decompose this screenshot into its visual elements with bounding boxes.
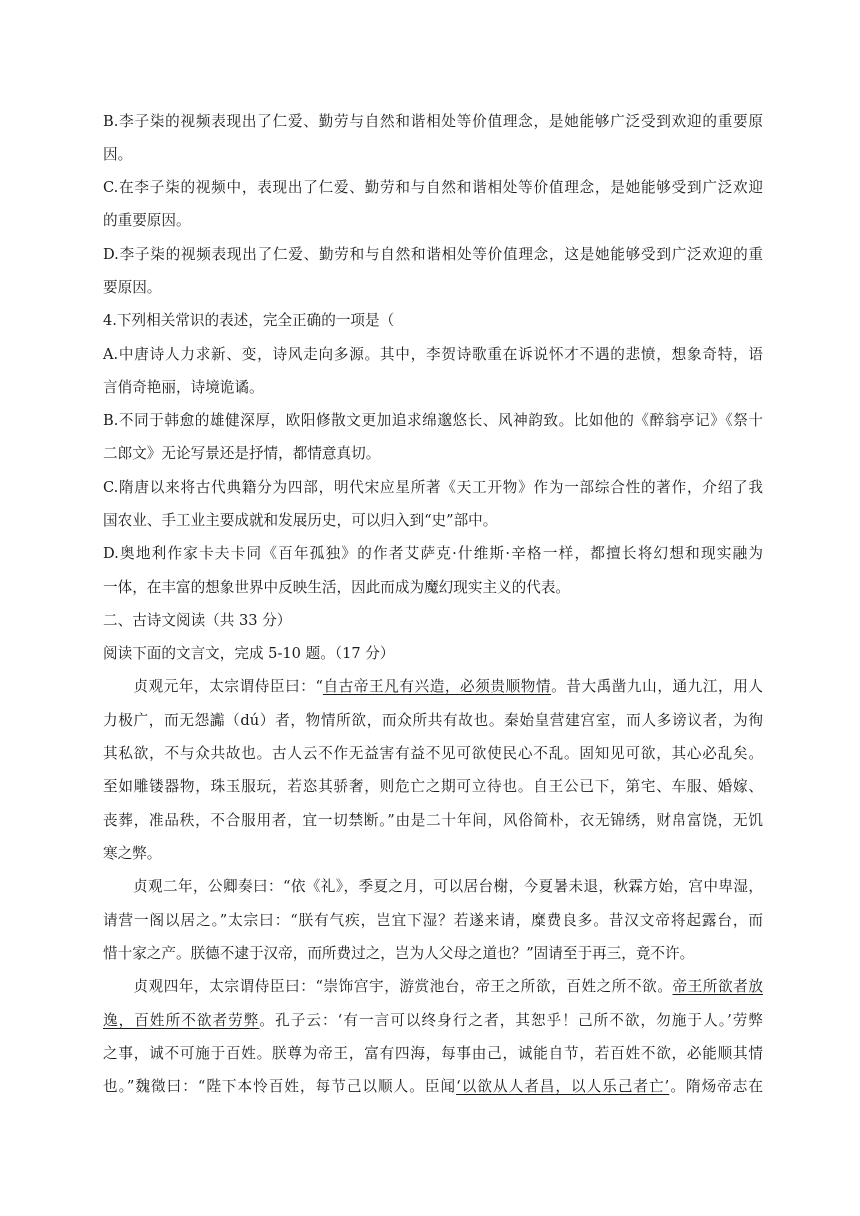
option-d-line2: 要原因。 <box>103 279 162 296</box>
q4-option-b-line2: 二郎文》无论写景还是抒情，都情意真切。 <box>103 445 381 462</box>
passage-p1-line5: 丧葬，准品秩，不合服用者，宜一切禁断。”由是二十年间，风俗简朴，衣无锦绣，财帛富饶，无饥 <box>103 812 763 829</box>
option-d-line1: D.李子柒的视频表现出了仁爱、勤劳和与自然和谐相处等价值理念，这是她能够受到广泛欢迎的重 <box>103 246 763 263</box>
option-c-line1: C.在李子柒的视频中，表现出了仁爱、勤劳和与自然和谐相处等价值理念，是她能够受到广泛欢迎 <box>103 179 763 196</box>
option-b-line1: B.李子柒的视频表现出了仁爱、勤劳与自然和谐相处等价值理念，是她能够广泛受到欢迎的重要原 <box>103 113 763 130</box>
passage-p3-line4 <box>103 1077 763 1097</box>
passage-p3-line3: 之事，诚不可施于百姓。朕尊为帝王，富有四海，每事由己，诚能自节，若百姓不欲，必能顺其情 <box>103 1045 763 1062</box>
passage-text: 贞观元年，太宗谓侍臣曰：“ <box>103 678 323 695</box>
section-heading: 二、古诗文阅读（共 33 分） <box>103 612 292 629</box>
underlined-sentence-2b: 逸，百姓所不欲者劳弊 <box>103 1012 260 1029</box>
q4-option-c-line2: 国农业、手工业主要成就和发展历史，可以归入到“史”部中。 <box>103 512 498 529</box>
q4-option-b-line1: B.不同于韩愈的雄健深厚，欧阳修散文更加追求绵邈悠长、风神韵致。比如他的《醉翁亭记》《祭十 <box>103 412 763 429</box>
passage-text: 贞观四年，太宗谓侍臣曰：“崇饰宫宇，游赏池台，帝王之所欲，百姓之所不欲。 <box>103 978 673 995</box>
passage-p1-line4: 至如雕镂器物，珠玉服玩，若恣其骄奢，则危亡之期可立待也。自王公已下，第宅、车服、婚嫁、 <box>103 778 763 795</box>
passage-text: 。隋炀帝志在 <box>669 1078 763 1095</box>
passage-p2-line2: 请营一阁以居之。”太宗曰：“朕有气疾，岂宜下湿？若遂来请，糜费良多。昔汉文帝将起露台，而 <box>103 912 763 929</box>
passage-p1-line1 <box>103 677 763 697</box>
passage-text: 。昔大禹凿九山，通九江，用人 <box>551 678 763 695</box>
q4-option-d-line1: D.奥地利作家卡夫卡同《百年孤独》的作者艾萨克·什维斯·辛格一样，都擅长将幻想和现实融为 <box>103 545 763 562</box>
q4-option-a-line1: A.中唐诗人力求新、变，诗风走向多源。其中，李贺诗歌重在诉说怀才不遇的悲愤，想象奇特，语 <box>103 346 763 363</box>
underlined-sentence-3: ‘以欲从人者昌，以人乐己者亡’ <box>456 1078 670 1095</box>
q4-option-a-line2: 言俏奇艳丽，诗境诡谲。 <box>103 379 264 396</box>
passage-p1-line6: 寒之弊。 <box>103 845 162 862</box>
underlined-sentence-2a: 帝王所欲者放 <box>672 978 763 995</box>
question-4-stem: 4.下列相关常识的表述，完全正确的一项是（ <box>103 312 395 329</box>
option-c-line2: 的重要原因。 <box>103 212 191 229</box>
passage-p3-line1 <box>103 977 763 997</box>
underlined-sentence-1: 自古帝王凡有兴造，必须贵顺物情 <box>322 678 552 695</box>
passage-text: 也。”魏徵曰：“陛下本怜百姓，每节己以顺人。臣闻 <box>103 1078 457 1095</box>
q4-option-c-line1: C.隋唐以来将古代典籍分为四部，明代宋应星所著《天工开物》作为一部综合性的著作，介绍了我 <box>103 479 763 496</box>
passage-p2-line3: 惜十家之产。朕德不逮于汉帝，而所费过之，岂为人父母之道也？”固请至于再三，竟不许。 <box>103 945 695 962</box>
q4-option-d-line2: 一体，在丰富的想象世界中反映生活，因此而成为魔幻现实主义的代表。 <box>103 579 571 596</box>
passage-p1-line3: 其私欲，不与众共故也。古人云不作无益害有益不见可欲使民心不乱。固知见可欲，其心必乱矣。 <box>103 745 763 762</box>
reading-instruction: 阅读下面的文言文，完成 5-10 题。（17 分） <box>103 645 395 662</box>
passage-p1-line2: 力极广，而无怨讟（dú）者，物情所欲，而众所共有故也。秦始皇营建宫室，而人多谤议者，为徇 <box>103 712 763 729</box>
passage-p2-line1: 贞观二年，公卿奏曰：“依《礼》，季夏之月，可以居台榭，今夏暑未退，秋霖方始，宫中卑湿， <box>103 878 763 895</box>
option-b-line2: 因。 <box>103 146 133 163</box>
passage-p3-line2 <box>103 1011 763 1031</box>
passage-text: 。孔子云：‘有一言可以终身行之者，其恕乎！己所不欲，勿施于人。’劳弊 <box>259 1012 763 1029</box>
